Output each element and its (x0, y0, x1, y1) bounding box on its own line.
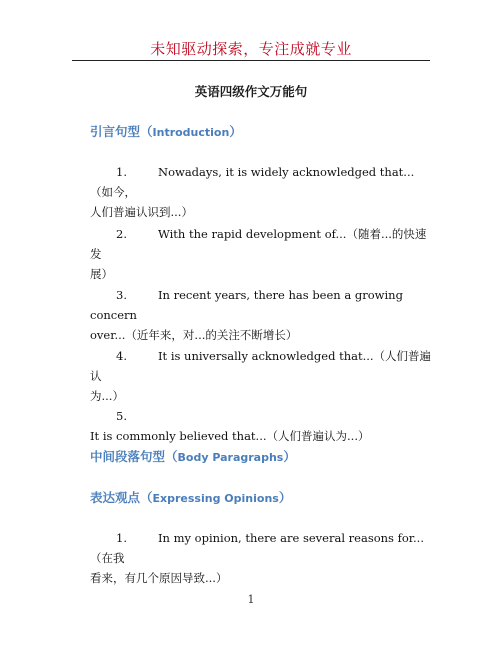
section-heading-zh: 引言句型（ (90, 124, 153, 139)
item-text-line2: over...（近年来，对...的关注不断增长） (90, 328, 298, 342)
section-heading-en: Body Paragraphs (177, 451, 284, 464)
section-heading-zh: 中间段落句型（ (90, 449, 178, 464)
section-heading-close: ） (278, 490, 292, 505)
section-heading-zh: 表达观点（ (90, 490, 153, 505)
section-heading-expressing-opinions (90, 488, 291, 506)
item-number: 3. (116, 288, 127, 302)
section-heading-en: Expressing Opinions (152, 492, 279, 505)
list-item (90, 346, 435, 406)
item-number: 2. (116, 227, 127, 241)
item-text-line1: In recent years, there has been a growing concern (90, 288, 403, 322)
item-text-line2: 人们普遍认识到...） (90, 205, 193, 219)
item-text-line1: It is commonly believed that...（人们普遍认为...） (90, 429, 370, 443)
item-text-line1: In my opinion, there are several reasons for...（在我 (90, 531, 424, 565)
item-text-line1: It is universally acknowledged that...（人们普遍认 (90, 349, 432, 383)
header-divider (72, 60, 430, 61)
item-number: 4. (116, 349, 127, 363)
item-text-line1: With the rapid development of...（随着...的快速发 (90, 227, 427, 261)
section-heading-introduction (90, 122, 242, 140)
list-item (90, 162, 435, 222)
page-header: 未知驱动探索，专注成就专业 (150, 40, 352, 58)
list-item (90, 406, 435, 446)
item-number: 1. (116, 531, 127, 545)
section-heading-close: ） (229, 124, 242, 139)
section-heading-close: ） (283, 449, 296, 464)
item-text-line2: 看来，有几个原因导致...） (90, 571, 228, 585)
item-number: 5. (116, 409, 127, 423)
page-number: 1 (247, 593, 255, 606)
list-item (90, 528, 435, 588)
item-text-line2: 展） (90, 267, 113, 281)
item-text-line2: 为...） (90, 389, 124, 403)
section-heading-body-paragraphs (90, 447, 296, 465)
document-title: 英语四级作文万能句 (194, 84, 308, 99)
item-text-line1: Nowadays, it is widely acknowledged that...（如今， (90, 165, 415, 199)
section-heading-en: Introduction (152, 126, 230, 139)
item-number: 1. (116, 165, 127, 179)
list-item (90, 224, 435, 284)
list-item (90, 285, 435, 345)
